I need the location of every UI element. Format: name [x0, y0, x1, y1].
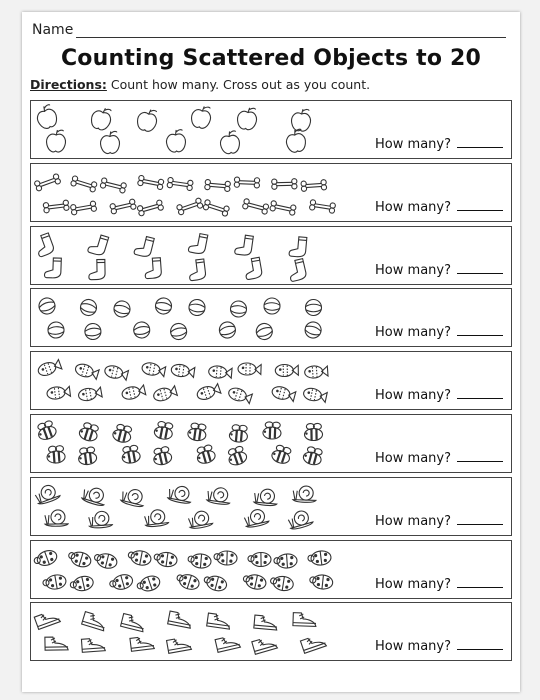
fish-icon[interactable] — [238, 363, 261, 376]
sock-icon[interactable] — [87, 232, 108, 256]
bee-icon[interactable] — [120, 445, 141, 465]
apple-icon[interactable] — [46, 130, 66, 153]
ladybug-icon[interactable] — [69, 574, 95, 593]
counting-row-ladybug — [30, 540, 512, 599]
ladybug-icon[interactable] — [242, 572, 267, 590]
shoe-icon[interactable] — [81, 638, 105, 653]
apple-icon[interactable] — [34, 103, 59, 130]
fish-icon[interactable] — [171, 363, 195, 378]
counting-row-ball — [30, 288, 512, 347]
fish-icon[interactable] — [141, 362, 166, 378]
counting-row-apple — [30, 100, 512, 159]
ladybug-icon[interactable] — [67, 549, 93, 569]
bee-icon[interactable] — [229, 424, 248, 443]
sock-icon[interactable] — [33, 232, 55, 256]
fish-icon[interactable] — [275, 364, 298, 376]
sock-icon[interactable] — [188, 232, 208, 255]
shoe-icon[interactable] — [254, 615, 278, 630]
bone-icon[interactable] — [272, 178, 297, 189]
directions — [30, 77, 370, 92]
ball-icon[interactable] — [132, 321, 151, 340]
ladybug-icon[interactable] — [135, 573, 161, 594]
how-many-prompt — [375, 512, 503, 529]
fish-icon[interactable] — [36, 359, 62, 378]
bone-icon[interactable] — [167, 177, 193, 191]
ladybug-icon[interactable] — [175, 571, 201, 591]
ladybug-icon[interactable] — [309, 573, 333, 589]
bee-icon[interactable] — [270, 444, 292, 466]
bone-icon[interactable] — [43, 200, 69, 213]
sock-icon[interactable] — [188, 259, 207, 281]
apple-icon[interactable] — [291, 108, 312, 131]
ladybug-icon[interactable] — [187, 552, 211, 568]
bee-icon[interactable] — [151, 446, 172, 467]
counting-row-shoe — [30, 602, 512, 661]
ball-icon[interactable] — [112, 300, 131, 319]
how-many-prompt — [375, 261, 503, 278]
apple-icon[interactable] — [89, 105, 113, 131]
shoe-icon[interactable] — [45, 637, 68, 650]
bone-icon[interactable] — [234, 177, 260, 188]
name-line — [76, 37, 506, 38]
snail-icon[interactable] — [45, 510, 68, 527]
bee-icon[interactable] — [77, 446, 97, 465]
counting-row-fish — [30, 351, 512, 410]
bone-icon[interactable] — [137, 199, 164, 216]
ball-icon[interactable] — [218, 320, 238, 340]
shoe-icon[interactable] — [34, 610, 60, 630]
answer-blank[interactable] — [457, 637, 503, 650]
ball-icon[interactable] — [188, 299, 206, 317]
bee-icon[interactable] — [226, 445, 249, 467]
sock-icon[interactable] — [234, 234, 253, 256]
ball-icon[interactable] — [79, 298, 99, 318]
sock-icon[interactable] — [289, 236, 307, 257]
snail-icon[interactable] — [81, 484, 108, 506]
fish-icon[interactable] — [196, 383, 222, 402]
ball-icon[interactable] — [254, 322, 274, 342]
page-title: Counting Scattered Objects to 20 — [60, 46, 482, 71]
shoe-icon[interactable] — [168, 611, 193, 628]
bone-icon[interactable] — [309, 199, 335, 213]
how-many-prompt — [375, 386, 503, 403]
answer-blank[interactable] — [457, 386, 503, 399]
bone-icon[interactable] — [176, 197, 203, 215]
name-label: Name — [32, 22, 74, 38]
how-many-prompt — [375, 135, 503, 152]
worksheet-page — [22, 12, 520, 692]
bee-icon[interactable] — [46, 445, 65, 463]
fish-icon[interactable] — [74, 362, 100, 380]
ball-icon[interactable] — [37, 296, 58, 317]
bone-icon[interactable] — [205, 179, 231, 191]
bone-icon[interactable] — [137, 175, 164, 190]
ladybug-icon[interactable] — [214, 550, 237, 565]
snail-icon[interactable] — [254, 488, 278, 506]
ball-icon[interactable] — [169, 322, 188, 341]
apple-icon[interactable] — [166, 129, 186, 152]
snail-icon[interactable] — [287, 508, 314, 530]
ball-icon[interactable] — [303, 320, 323, 340]
answer-blank[interactable] — [457, 449, 503, 462]
bee-icon[interactable] — [35, 420, 58, 442]
shoe-icon[interactable] — [207, 613, 232, 629]
apple-icon[interactable] — [190, 104, 213, 129]
shoe-icon[interactable] — [167, 637, 192, 654]
bone-icon[interactable] — [70, 201, 97, 215]
ladybug-icon[interactable] — [108, 572, 134, 592]
bone-icon[interactable] — [34, 173, 61, 191]
apple-icon[interactable] — [219, 130, 240, 154]
ball-icon[interactable] — [154, 297, 173, 316]
fish-icon[interactable] — [227, 386, 253, 405]
name-field — [32, 22, 506, 42]
how-many-prompt — [375, 637, 503, 654]
bee-icon[interactable] — [302, 446, 324, 467]
ball-icon[interactable] — [230, 301, 247, 318]
fish-icon[interactable] — [304, 365, 328, 379]
ladybug-icon[interactable] — [153, 550, 178, 567]
how-many-prompt — [375, 575, 503, 592]
apple-icon[interactable] — [236, 106, 258, 130]
directions-label: Directions: — [30, 77, 107, 92]
ball-icon[interactable] — [264, 298, 281, 315]
snail-icon[interactable] — [293, 485, 317, 502]
fish-icon[interactable] — [121, 384, 146, 401]
counting-row-sock — [30, 226, 512, 285]
how-many-label: How many? — [375, 639, 451, 655]
shoe-icon[interactable] — [300, 634, 326, 654]
shoe-icon[interactable] — [293, 613, 316, 627]
bee-icon[interactable] — [187, 422, 207, 441]
directions-text: Count how many. Cross out as you count. — [106, 77, 371, 92]
ladybug-icon[interactable] — [32, 548, 58, 569]
counting-row-snail — [30, 477, 512, 536]
snail-icon[interactable] — [188, 509, 213, 529]
answer-blank[interactable] — [457, 135, 503, 148]
fish-icon[interactable] — [271, 385, 296, 403]
bone-icon[interactable] — [100, 177, 127, 193]
apple-icon[interactable] — [135, 107, 159, 133]
fish-icon[interactable] — [152, 385, 177, 403]
snail-icon[interactable] — [206, 486, 231, 505]
how-many-label: How many? — [375, 199, 451, 215]
shoe-icon[interactable] — [130, 636, 154, 652]
counting-row-bee — [30, 414, 512, 473]
ladybug-icon[interactable] — [248, 552, 271, 566]
counting-row-bone — [30, 163, 512, 222]
ladybug-icon[interactable] — [269, 574, 294, 591]
ball-icon[interactable] — [84, 323, 102, 341]
ladybug-icon[interactable] — [127, 548, 152, 566]
how-many-label: How many? — [375, 137, 451, 152]
bee-icon[interactable] — [195, 444, 217, 465]
fish-icon[interactable] — [302, 387, 327, 404]
fish-icon[interactable] — [104, 364, 129, 381]
how-many-label: How many? — [375, 325, 451, 341]
sock-icon[interactable] — [89, 259, 106, 279]
bee-icon[interactable] — [304, 423, 322, 440]
bone-icon[interactable] — [301, 179, 327, 191]
bee-icon[interactable] — [78, 421, 100, 443]
snail-icon[interactable] — [88, 510, 112, 528]
ball-icon[interactable] — [47, 322, 64, 339]
how-many-prompt — [375, 198, 503, 215]
ladybug-icon[interactable] — [274, 553, 298, 569]
shoe-icon[interactable] — [121, 614, 146, 632]
shoe-icon[interactable] — [215, 635, 240, 653]
sock-icon[interactable] — [44, 257, 61, 278]
snail-icon[interactable] — [243, 507, 269, 528]
how-many-prompt — [375, 323, 503, 340]
sock-icon[interactable] — [144, 257, 162, 278]
bee-icon[interactable] — [153, 420, 174, 440]
bone-icon[interactable] — [203, 199, 230, 216]
apple-icon[interactable] — [100, 131, 119, 153]
answer-blank[interactable] — [457, 198, 503, 211]
how-many-prompt — [375, 449, 503, 466]
fish-icon[interactable] — [78, 386, 103, 402]
ball-icon[interactable] — [305, 300, 321, 316]
snail-icon[interactable] — [144, 508, 169, 527]
sock-icon[interactable] — [134, 234, 155, 257]
snail-icon[interactable] — [167, 484, 193, 504]
ladybug-icon[interactable] — [93, 551, 119, 570]
how-many-label: How many? — [375, 576, 451, 592]
fish-icon[interactable] — [46, 386, 70, 401]
ladybug-icon[interactable] — [202, 573, 228, 592]
bee-icon[interactable] — [263, 422, 282, 440]
how-many-label: How many? — [375, 451, 451, 466]
bone-icon[interactable] — [110, 198, 137, 214]
apple-icon[interactable] — [285, 129, 307, 154]
how-many-label: How many? — [375, 513, 451, 529]
bone-icon[interactable] — [270, 200, 297, 215]
answer-blank[interactable] — [457, 575, 503, 588]
shoe-icon[interactable] — [82, 612, 108, 631]
snail-icon[interactable] — [120, 486, 146, 507]
how-many-label: How many? — [375, 388, 451, 404]
sock-icon[interactable] — [287, 258, 307, 281]
shoe-icon[interactable] — [252, 636, 278, 655]
bone-icon[interactable] — [70, 175, 97, 192]
answer-blank[interactable] — [457, 261, 503, 274]
how-many-label: How many? — [375, 262, 451, 278]
fish-icon[interactable] — [208, 365, 232, 379]
snail-icon[interactable] — [34, 482, 61, 505]
ladybug-icon[interactable] — [307, 549, 332, 566]
answer-blank[interactable] — [457, 323, 503, 336]
bone-icon[interactable] — [242, 198, 269, 214]
answer-blank[interactable] — [457, 512, 503, 525]
bee-icon[interactable] — [112, 423, 134, 444]
sock-icon[interactable] — [243, 257, 262, 280]
ladybug-icon[interactable] — [42, 573, 67, 591]
